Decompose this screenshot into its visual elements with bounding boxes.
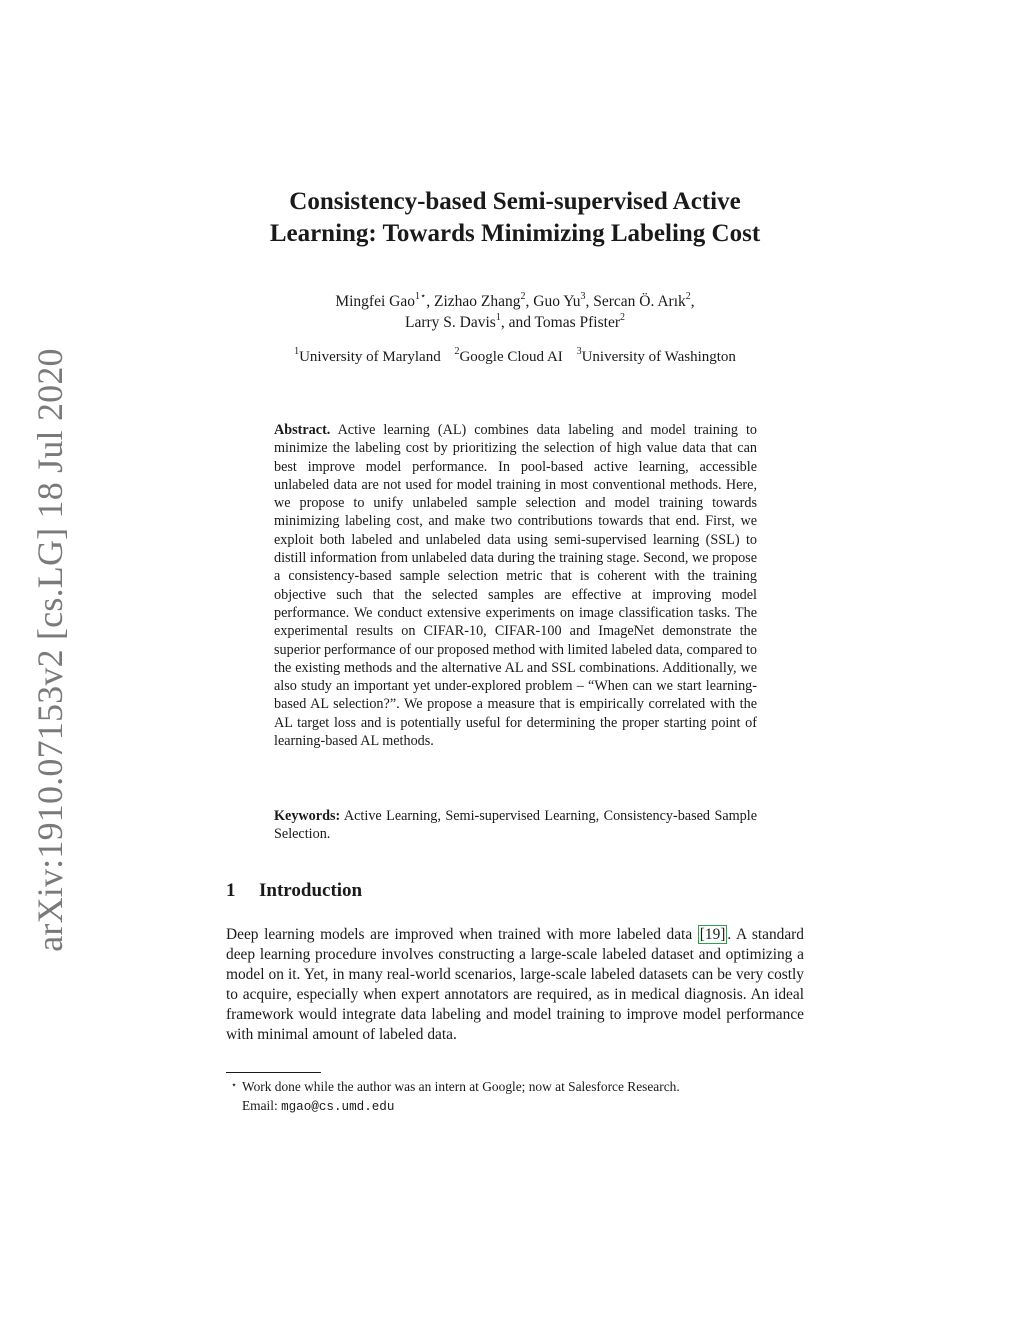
affiliation-number: 3 xyxy=(576,346,582,357)
affiliation xyxy=(454,346,563,365)
author-email[interactable]: mgao@cs.umd.edu xyxy=(281,1099,395,1114)
abstract xyxy=(274,421,757,750)
author-name: Sercan Ö. Arık xyxy=(593,293,686,310)
affiliation-name: University of Maryland xyxy=(299,349,441,365)
title-line-2: Learning: Towards Minimizing Labeling Cost xyxy=(269,220,761,247)
author-conjunction: , and xyxy=(500,314,535,331)
arxiv-identifier-stamp: arXiv:1910.07153v2 [cs.LG] 18 Jul 2020 xyxy=(30,348,70,952)
footnote-star-mark: ⋆ xyxy=(230,1080,238,1091)
intro-text-part-1: Deep learning models are improved when trained with more labeled data xyxy=(226,926,698,943)
affiliation-number: 2 xyxy=(454,346,460,357)
paper-title xyxy=(200,186,830,250)
author-line-1 xyxy=(200,291,830,312)
affiliation xyxy=(576,346,736,365)
author-list xyxy=(200,291,830,333)
keywords xyxy=(274,807,757,844)
footnote-text: Work done while the author was an intern at Google; now at Salesforce Research. xyxy=(242,1079,680,1094)
author-name: Guo Yu xyxy=(533,293,581,310)
author-affiliation-mark: 2 xyxy=(685,290,691,302)
author-affiliation-mark: 1 xyxy=(495,311,501,323)
keywords-label: Keywords: xyxy=(274,808,341,824)
affiliation xyxy=(294,346,441,365)
author-separator: , xyxy=(690,293,695,310)
affiliation-name: Google Cloud AI xyxy=(459,349,563,365)
abstract-label: Abstract. xyxy=(274,422,331,438)
author-name: Larry S. Davis xyxy=(404,314,496,331)
author-name: Tomas Pfister xyxy=(534,314,620,331)
author-line-2 xyxy=(200,312,830,333)
abstract-text: Active learning (AL) combines data labeling and model training to minimize the labeling cost by prioritizing the selection of high value data that can best improve model performance. In pool-based active learning, accessible unlabeled data are not used for model training in most conventional methods. Here, we propose to unify unlabeled sample selection and model training towards minimizing labeling cost, and make two contributions towards that end. First, we exploit both labeled and unlabeled data using semi-supervised learning (SSL) to distill information from unlabeled data during the training stage. Second, we propose a consistency-based sample selection metric that is coherent with the training objective such that the selected samples are effective at improving model performance. We conduct extensive experiments on image classification tasks. The experimental results on CIFAR-10, CIFAR-100 and ImageNet demonstrate the superior performance of our proposed method with limited labeled data, compared to the existing methods and the alternative AL and SSL combinations. Additionally, we also study an important yet under-explored problem – “When can we start learning-based AL selection?”. We propose a measure that is empirically correlated with the AL target loss and is potentially useful for determining the proper starting point of learning-based AL methods. xyxy=(274,422,758,750)
affiliation-number: 1 xyxy=(294,346,300,357)
author-affiliation-mark: 3 xyxy=(580,290,586,302)
citation-link[interactable]: [19] xyxy=(699,926,726,943)
footnote-email-line xyxy=(226,1097,806,1117)
keywords-text: Active Learning, Semi-supervised Learning, Consistency-based Sample Selection. xyxy=(274,808,758,843)
author-separator: , xyxy=(426,293,434,310)
affiliation-list xyxy=(200,347,830,368)
section-heading-introduction xyxy=(226,879,362,903)
author-separator: , xyxy=(585,293,594,310)
author-affiliation-mark: 2 xyxy=(620,311,625,323)
section-number: 1 xyxy=(226,880,236,901)
affiliation-name: University of Washington xyxy=(581,349,736,365)
section-title: Introduction xyxy=(259,880,363,901)
intro-text-part-2: . A standard deep learning procedure involves constructing a large-scale labeled dataset and optimizing a model on it. Yet, in many real-world scenarios, large-scale labeled datasets can be very costly to acquire, especially when expert annotators are required, as in medical diagnosis. An ideal framework would integrate data labeling and model training to improve model performance with minimal amount of labeled data. xyxy=(226,926,804,1043)
author-affiliation-mark: 1⋆ xyxy=(414,290,427,302)
introduction-paragraph xyxy=(226,925,804,1045)
author-name: Zizhao Zhang xyxy=(433,293,521,310)
footnote-divider xyxy=(226,1072,321,1073)
footnote xyxy=(226,1077,806,1116)
author-separator: , xyxy=(525,293,534,310)
title-line-1: Consistency-based Semi-supervised Active xyxy=(289,188,741,215)
author-name: Mingfei Gao xyxy=(335,293,415,310)
email-label: Email: xyxy=(242,1097,282,1113)
author-affiliation-mark: 2 xyxy=(520,290,526,302)
